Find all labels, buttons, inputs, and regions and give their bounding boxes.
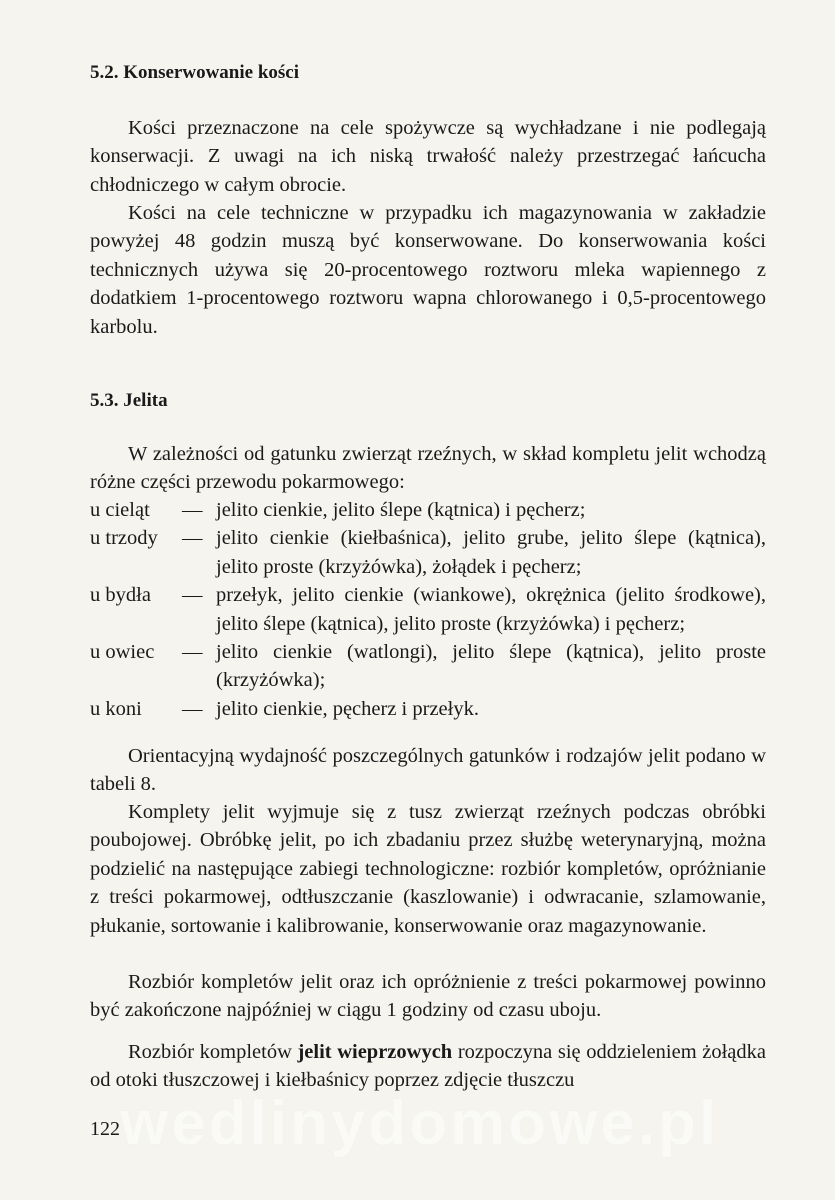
watermark: wedlinydomowe.pl (120, 1089, 720, 1158)
animal-casings-list (90, 496, 766, 723)
animal-label: u cieląt (90, 499, 150, 521)
casing-parts: jelito cienkie (watlongi), jelito ślepe (kątnica), jelito proste (krzyżówka); (216, 641, 766, 692)
dash: — (182, 584, 203, 607)
paragraph-technical-bones: Kości na cele techniczne w przypadku ich magazynowania w zakładzie powyżej 48 godzin muszą być konserwowane. Do konserwowania kości technicznych używa się 20-procentowego roztworu mleka wapiennego z dodatkiem 1-procentowego roztworu wapna chlorowanego i 0,5-procentowego karbolu. (90, 202, 766, 338)
section-heading-bones: 5.2. Konserwowanie kości (90, 62, 299, 83)
paragraph-casings-intro: W zależności od gatunku zwierząt rzeźnych, w skład kompletu jelit wchodzą różne części przewodu pokarmowego: (90, 443, 766, 494)
dash: — (182, 527, 203, 550)
list-item (90, 581, 766, 638)
casing-parts: jelito cienkie, pęcherz i przełyk. (216, 697, 479, 720)
text-start: Rozbiór kompletów (128, 1041, 292, 1063)
paragraph-timing: Rozbiór kompletów jelit oraz ich opróżnienie z treści pokarmowej powinno być zakończone najpóźniej w ciągu 1 godziny od czasu uboju. (90, 971, 766, 1022)
paragraph-food-bones: Kości przeznaczone na cele spożywcze są wychładzane i nie podlegają konserwacji. Z uwagi na ich niską trwałość należy przestrzegać łańcucha chłodniczego w całym obrocie. (90, 117, 766, 196)
casing-parts: przełyk, jelito cienkie (wiankowe), okrężnica (jelito środkowe), jelito ślepe (kątnica), jelito proste (krzyżówka) i pęcherz; (216, 584, 766, 635)
paragraph-yield: Orientacyjną wydajność poszczególnych gatunków i rodzajów jelit podano w tabeli 8. (90, 745, 766, 796)
casing-parts: jelito cienkie, jelito ślepe (kątnica) i pęcherz; (216, 499, 586, 521)
list-item (90, 695, 766, 723)
animal-label: u owiec (90, 641, 155, 664)
animal-label: u trzody (90, 527, 158, 550)
paragraph-pork-casings (90, 1038, 766, 1095)
dash: — (182, 499, 203, 521)
dash: — (182, 641, 203, 664)
list-item (90, 496, 766, 524)
list-item (90, 524, 766, 581)
text-end: rozpoczyna się oddzieleniem żołądka od otoki tłuszczowej i kiełbaśnicy poprzez zdjęcie tłuszczu (90, 1041, 766, 1092)
bold-term: jelit wieprzowych (297, 1041, 453, 1063)
animal-label: u bydła (90, 584, 151, 607)
section-heading-casings: 5.3. Jelita (90, 390, 168, 411)
paragraph-processing: Komplety jelit wyjmuje się z tusz zwierząt rzeźnych podczas obróbki poubojowej. Obróbkę jelit, po ich zbadaniu przez służbę weterynaryjną, można podzielić na następujące zabiegi technologiczne: rozbiór kompletów, opróżnianie z treści pokarmowej, odtłuszczanie (kaszlowanie) i odwracanie, szlamowanie, płukanie, sortowanie i kalibrowanie, konserwowanie oraz magazynowanie. (90, 801, 766, 937)
list-item (90, 638, 766, 695)
dash: — (182, 697, 203, 720)
page-number: 122 (90, 1118, 120, 1140)
animal-label: u koni (90, 697, 142, 720)
casing-parts: jelito cienkie (kiełbaśnica), jelito grube, jelito ślepe (kątnica), jelito proste (krzyżówka), żołądek i pęcherz; (216, 527, 766, 578)
